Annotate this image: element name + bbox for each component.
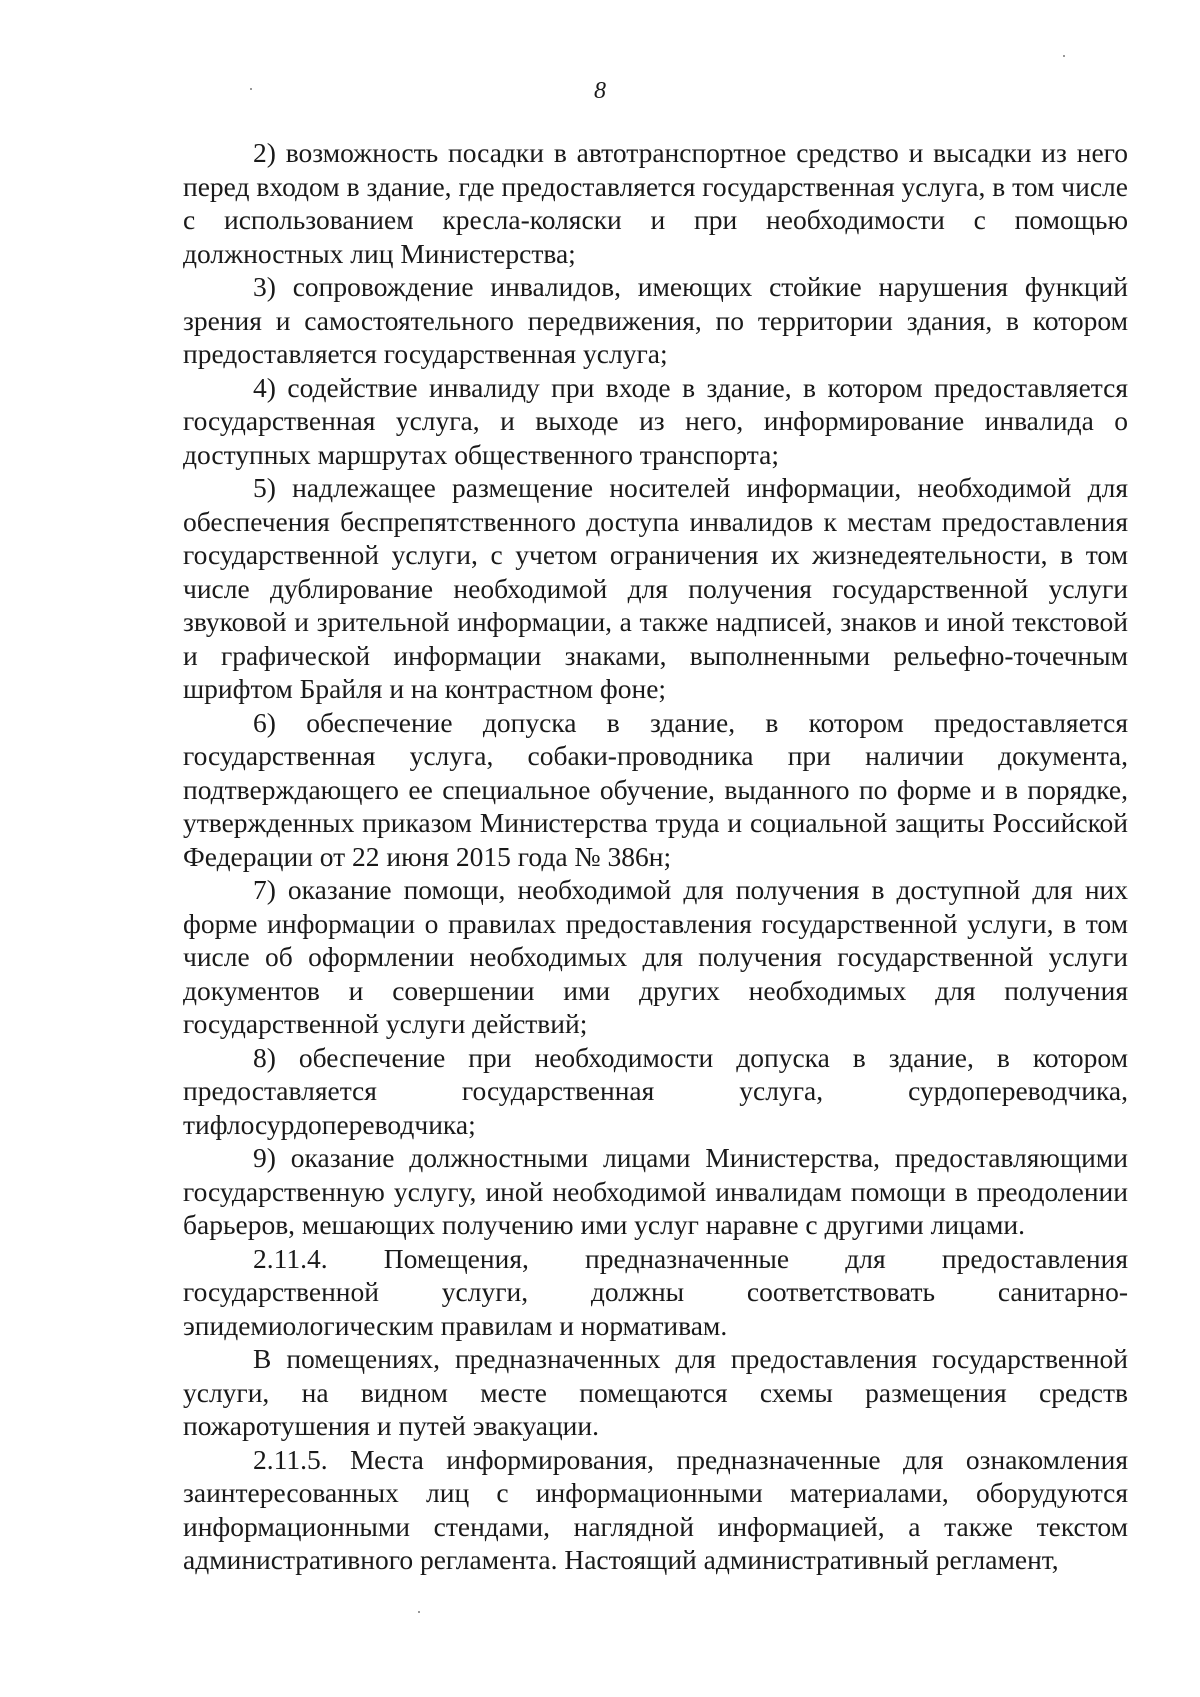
paragraph-section-2-11-4: 2.11.4. Помещения, предназначенные для предоставления государственной услуги, должны соответствовать санитарно-эпидемиологическим правилам и нормативам. (183, 1242, 1128, 1341)
paragraph-evacuation-schemes: В помещениях, предназначенных для предоставления государственной услуги, на видном месте помещаются схемы размещения средств пожаротушения и путей эвакуации. (183, 1343, 1128, 1441)
paragraph-item-8: 8) обеспечение при необходимости допуска в здание, в котором предоставляется государственная услуга, сурдопереводчика, тифлосурдопереводчика; (183, 1041, 1128, 1140)
paragraph-item-7: 7) оказание помощи, необходимой для получения в доступной для них форме информации о правилах предоставления государственной услуги, в том числе об оформлении необходимых для получения государственной услуги документов и совершении ими других необходимых для получения государственной услуги действий; (183, 874, 1128, 1039)
document-body (183, 136, 1128, 1577)
paragraph-item-6: 6) обеспечение допуска в здание, в котором предоставляется государственная услуга, собаки-проводника при наличии документа, подтверждающего ее специальное обучение, выданного по форме и в порядке, утвержденных приказом Министерства труда и социальной защиты Российской Федерации от 22 июня 2015 года № 386н; (183, 706, 1128, 872)
paragraph-item-2: 2) возможность посадки в автотранспортное средство и высадки из него перед входом в здание, где предоставляется государственная услуга, в том числе с использованием кресла-коляски и при необходимости с помощью должностных лиц Министерства; (183, 137, 1128, 269)
page-number: 8 (594, 78, 606, 104)
paragraph-item-5: 5) надлежащее размещение носителей информации, необходимой для обеспечения беспрепятственного доступа инвалидов к местам предоставления государственной услуги, с учетом ограничения их жизнедеятельности, в том числе дублирование необходимой для получения государственной услуги звуковой и зрительной информации, а также надписей, знаков и иной текстовой и графической информации знаками, выполненными рельефно-точечным шрифтом Брайля и на контрастном фоне; (183, 472, 1128, 704)
scan-speck (250, 88, 252, 90)
paragraph-item-3: 3) сопровождение инвалидов, имеющих стойкие нарушения функций зрения и самостоятельного передвижения, по территории здания, в котором предоставляется государственная услуга; (183, 271, 1128, 369)
scan-speck (1063, 55, 1065, 57)
paragraph-item-4: 4) содействие инвалиду при входе в здание, в котором предоставляется государственная услуга, и выходе из него, информирование инвалида о доступных маршрутах общественного транспорта; (183, 371, 1128, 470)
paragraph-section-2-11-5: 2.11.5. Места информирования, предназначенные для ознакомления заинтересованных лиц с информационными материалами, оборудуются информационными стендами, наглядной информацией, а также текстом административного регламента. Настоящий административный регламент, (183, 1443, 1128, 1575)
scan-speck (418, 1611, 420, 1613)
paragraph-item-9: 9) оказание должностными лицами Министерства, предоставляющими государственную услугу, иной необходимой инвалидам помощи в преодолении барьеров, мешающих получению ими услуг наравне с другими лицами. (183, 1142, 1128, 1240)
